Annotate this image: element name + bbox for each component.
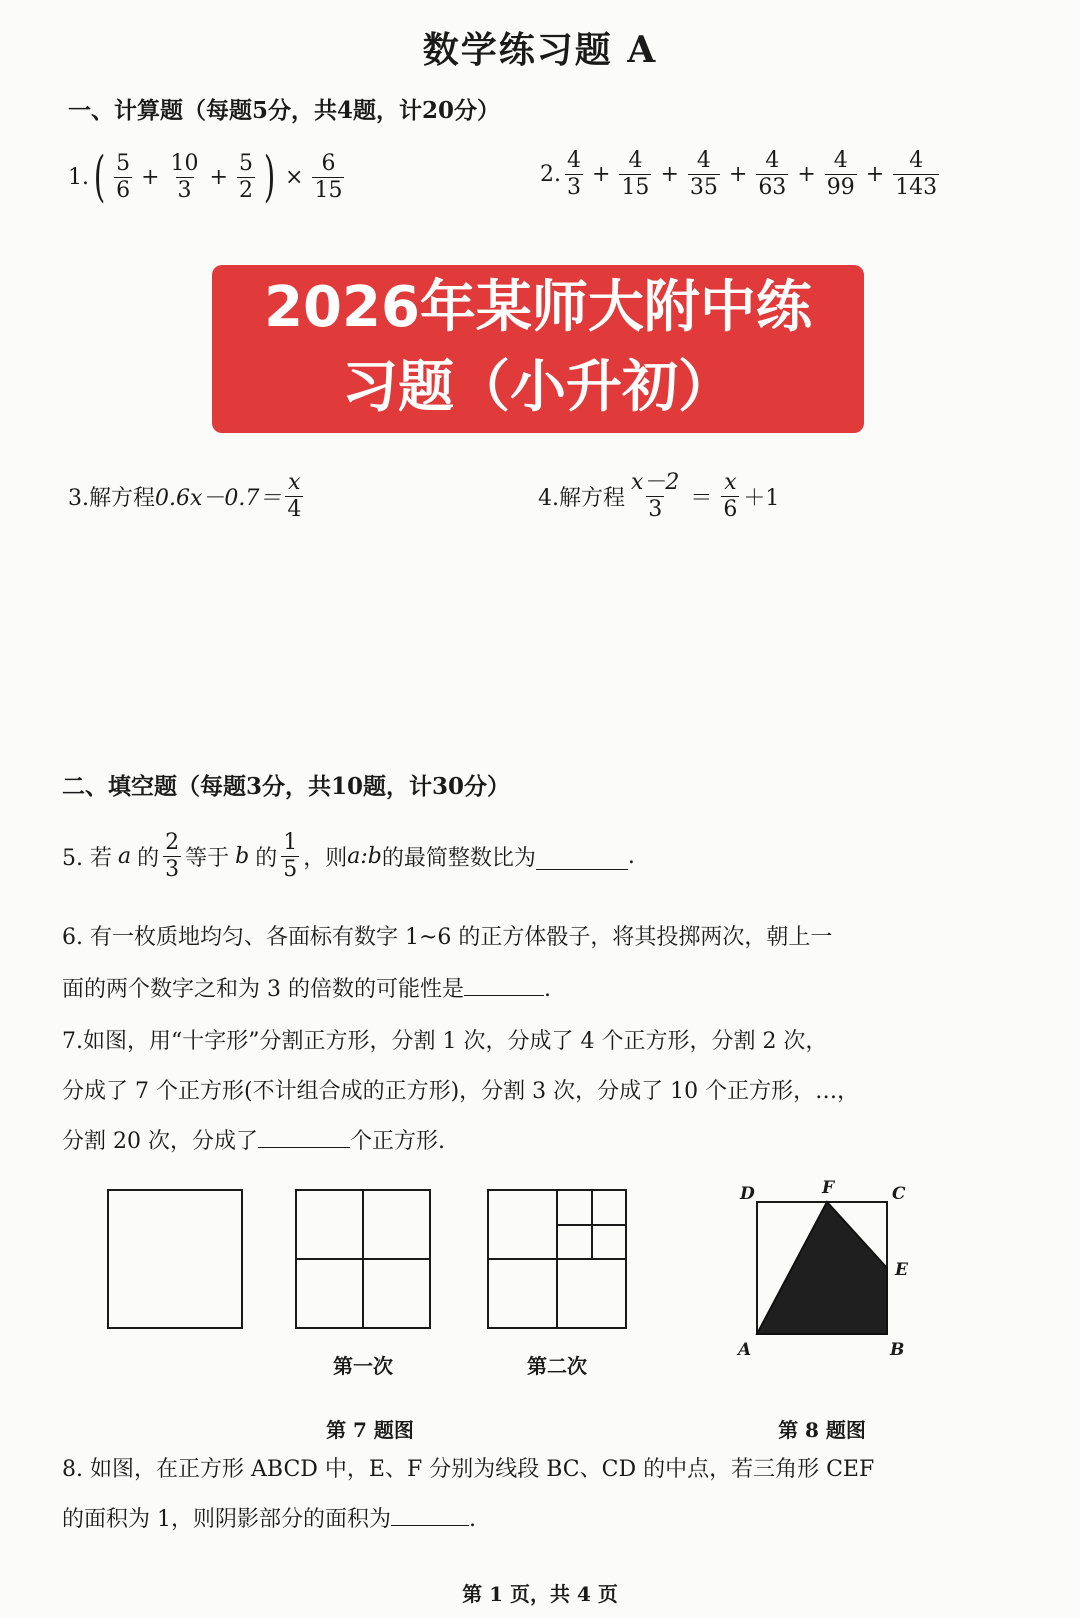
q2-term: $\frac{4}{35}$ xyxy=(689,148,718,200)
q1-fraction-4: $\frac{6}{15}$ xyxy=(314,150,343,203)
plus-sign: + xyxy=(592,162,611,187)
q5-ratio: a:b xyxy=(347,844,382,869)
q5-text: ，则 xyxy=(303,846,348,871)
q7-text: 分割 20 次，分成了 xyxy=(62,1129,258,1154)
q5-fraction-2: $\frac{1}{5}$ xyxy=(283,830,298,882)
q1-number: 1. xyxy=(68,164,89,190)
plus-sign: + xyxy=(865,162,885,187)
label-b: B xyxy=(890,1340,905,1360)
caption-figure-7: 第 7 题图 xyxy=(326,1418,414,1442)
q5-text: 的 xyxy=(137,846,160,871)
figure-square-second-cut xyxy=(488,1190,626,1328)
q5-text: 的 xyxy=(255,846,278,871)
label-f: F xyxy=(822,1178,835,1198)
label-d: D xyxy=(740,1184,755,1204)
answer-blank[interactable] xyxy=(391,1499,469,1526)
page-title: 数学练习题 A xyxy=(422,29,658,71)
shaded-region xyxy=(757,1202,887,1334)
q5-text: 5. 若 xyxy=(62,846,112,871)
q1-fraction-2: $\frac{10}{3}$ xyxy=(170,150,199,203)
q2-term: $\frac{4}{15}$ xyxy=(621,148,650,200)
q1-fraction-3: $\frac{5}{2}$ xyxy=(238,150,253,203)
section-2-heading: 二、填空题（每题3分，共10题，计30分） xyxy=(62,773,511,800)
q2-term: $\frac{4}{3}$ xyxy=(567,148,581,200)
q5-text: 等于 xyxy=(185,846,230,871)
q4-fraction-1: $\frac{x-2}{3}$ xyxy=(631,470,680,522)
plus-sign: + xyxy=(660,162,679,187)
question-8-line-1: 8. 如图，在正方形 ABCD 中，E、F 分别为线段 BC、CD 的中点，若三角形 CEF xyxy=(62,1457,875,1482)
left-paren: ( xyxy=(93,145,106,208)
q5-var-b: b xyxy=(235,844,250,869)
q8-end: . xyxy=(469,1507,476,1532)
caption-figure-8: 第 8 题图 xyxy=(778,1418,866,1442)
label-c: C xyxy=(892,1184,906,1204)
equals-sign: ＝ xyxy=(690,486,713,511)
question-7-line-1: 7.如图，用“十字形”分割正方形，分割 1 次，分成了 4 个正方形，分割 2 次， xyxy=(62,1029,828,1054)
label-a: A xyxy=(738,1340,752,1360)
right-paren: ) xyxy=(263,145,276,208)
q2-term: $\frac{4}{99}$ xyxy=(826,148,855,200)
q3-fraction: $\frac{x}{4}$ xyxy=(287,470,302,522)
question-6-line-1: 6. 有一枚质地均匀、各面标有数字 1~6 的正方体骰子，将其投掷两次，朝上一 xyxy=(62,925,833,950)
figure-square-first-cut xyxy=(296,1190,430,1328)
q6-text: 面的两个数字之和为 3 的倍数的可能性是 xyxy=(62,977,464,1002)
q2-term: $\frac{4}{143}$ xyxy=(895,148,938,200)
label-e: E xyxy=(895,1260,908,1280)
q3-expression: 0.6x－0.7＝ xyxy=(155,486,282,511)
page-footer: 第 1 页，共 4 页 xyxy=(462,1582,618,1606)
figure-square-initial xyxy=(108,1190,242,1328)
q4-fraction-2: $\frac{x}{6}$ xyxy=(723,470,738,522)
q5-text: 的最简整数比为 xyxy=(381,846,536,871)
q5-fraction-1: $\frac{2}{3}$ xyxy=(165,830,180,882)
banner-line-2: 习题（小升初） xyxy=(342,355,734,420)
question-7-line-2: 分成了 7 个正方形(不计组合成的正方形)，分割 3 次，分成了 10 个正方形，…， xyxy=(62,1079,860,1104)
banner-line-1: 2026年某师大附中练 xyxy=(264,275,812,340)
question-8-line-2 xyxy=(62,1494,476,1546)
q3-label: 3.解方程 xyxy=(68,486,155,511)
q6-end: . xyxy=(544,977,551,1002)
plus-sign: + xyxy=(209,164,228,190)
plus-sign: + xyxy=(141,164,160,190)
plus-sign: + xyxy=(797,162,816,187)
q4-label: 4.解方程 xyxy=(538,486,625,511)
plus-sign: + xyxy=(728,162,748,187)
q2-number: 2. xyxy=(540,162,561,187)
q1-fraction-1: $\frac{5}{6}$ xyxy=(116,150,131,203)
q8-text: 的面积为 1，则阴影部分的面积为 xyxy=(62,1507,391,1532)
caption-second: 第二次 xyxy=(527,1354,587,1378)
caption-first: 第一次 xyxy=(333,1354,393,1378)
q5-var-a: a xyxy=(117,844,132,869)
q2-term: $\frac{4}{63}$ xyxy=(758,148,787,200)
q4-tail: ＋1 xyxy=(743,486,780,511)
q5-end: . xyxy=(627,844,635,869)
section-1-heading: 一、计算题（每题5分，共4题，计20分） xyxy=(68,97,501,124)
times-sign: × xyxy=(285,164,304,190)
q7-text: 个正方形. xyxy=(349,1129,445,1154)
